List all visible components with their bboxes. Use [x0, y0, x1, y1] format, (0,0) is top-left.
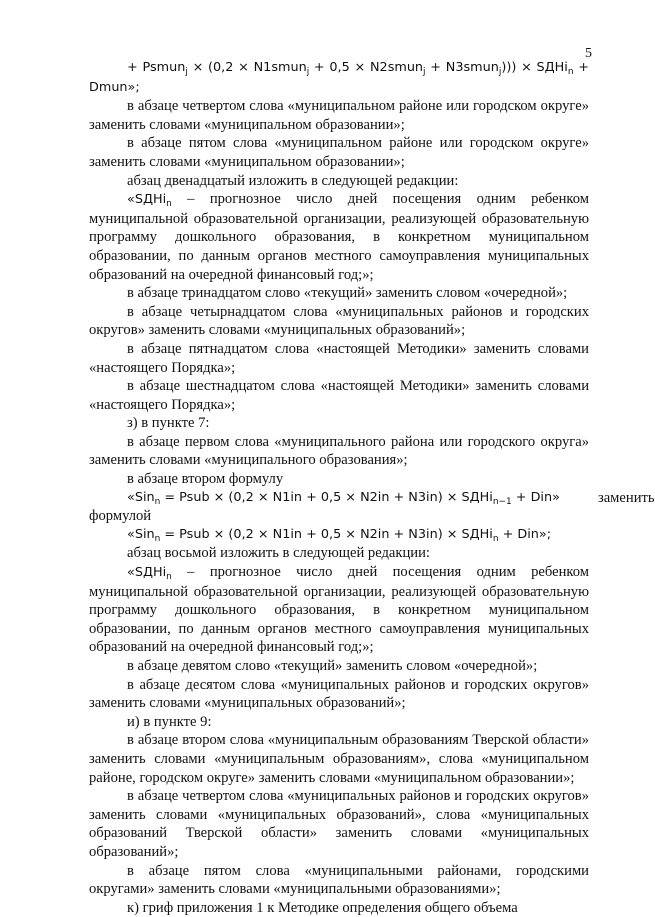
paragraph: в абзаце пятнадцатом слова «настоящей Методики» заменить словами «настоящего Порядка»;	[89, 340, 589, 376]
formula-part: + 0,5 × N2smun	[309, 60, 424, 75]
paragraph: в абзаце тринадцатом слово «текущий» заменить словом «очередной»;	[127, 285, 568, 302]
paragraph: в абзаце шестнадцатом слова «настоящей Методики» заменить словами «настоящего Порядка»;	[89, 378, 589, 413]
definition-text: – прогнозное число дней посещения одним ребенком муниципальной образовательной организации, реализующей образовательную программу дошкольного образования, в конкретном муниципальном образовании, по данным органов местного самоуправления муниципальных образований на очередной финансовый год;»;	[89, 191, 589, 283]
formula-part: ))) × SДHi	[501, 60, 568, 75]
paragraph: в абзаце пятом слова «муниципальными районами, городскими округами» заменить словами «муниципальными образованиями»;	[89, 862, 589, 898]
paragraph: в абзаце девятом слово «текущий» заменить словом «очередной»;	[127, 658, 538, 674]
formula-part: «Sin	[127, 489, 155, 505]
paragraph: к) гриф приложения 1 к Методике определения общего объема	[127, 899, 518, 916]
paragraph: формулой	[89, 508, 152, 525]
formula-part: + Dmun»;	[89, 60, 590, 95]
formula-text	[89, 526, 551, 545]
paragraph: з) в пункте 7:	[127, 415, 210, 432]
definition-text: – прогнозное число дней посещения одним ребенком муниципальной образовательной организации, реализующей образовательную программу дошкольного образования, в конкретном муниципальном образовании, по данным органов местного самоуправления муниципальных образований на очередной финансовый год;»;	[89, 564, 589, 656]
formula-part: «Sin	[127, 526, 155, 542]
paragraph-definition	[89, 190, 589, 284]
formula-part: «SДHi	[127, 565, 167, 581]
formula-symbol	[127, 192, 172, 210]
paragraph: в абзаце первом слова «муниципального района или городского округа» заменить словами «муниципального образования»;	[89, 433, 589, 469]
formula-symbol	[127, 565, 172, 583]
paragraph: в абзаце четвертом слова «муниципальных районов и городских округов» заменить словами «муниципальных образований», слова «муниципальных образований Тверской области» заменить словами «муниципальных образований»;	[89, 788, 589, 860]
paragraph: в абзаце десятом слова «муниципальных районов и городских округов» заменить словами «муниципальных образований»;	[89, 676, 589, 712]
formula-subscript: n	[492, 533, 499, 544]
formula-subscript: n−1	[492, 496, 512, 507]
formula-subscript: n	[567, 67, 574, 77]
paragraph: и) в пункте 9:	[127, 713, 212, 730]
paragraph: в абзаце четвертом слова «муниципальном районе или городском округе» заменить словами «муниципальном образовании»;	[89, 98, 589, 133]
formula-subscript: n	[166, 199, 172, 210]
paragraph: абзац восьмой изложить в следующей редакции:	[127, 545, 430, 562]
page-number: 5	[585, 46, 592, 61]
paragraph: в абзаце пятом слова «муниципальном районе или городском округе» заменить словами «муниципальном образовании»;	[89, 135, 589, 170]
formula-part: = Psub × (0,2 × N1in + 0,5 × N2in + N3in) × SДHi	[160, 489, 493, 505]
replace-word: заменить	[597, 489, 655, 506]
formula-part: × (0,2 × N1smun	[187, 60, 307, 75]
formula-part: + Psmun	[127, 60, 186, 75]
document-body	[89, 58, 655, 917]
formula-subscript: j	[306, 67, 310, 77]
paragraph: в абзаце втором формулу	[127, 471, 284, 488]
formula-subscript: j	[423, 67, 426, 77]
formula-part: «SДHi	[127, 192, 167, 208]
formula-text	[89, 489, 560, 508]
formula-part: + N3smun	[425, 60, 499, 75]
formula-subscript: j	[498, 67, 502, 77]
paragraph: в абзаце четырнадцатом слова «муниципальных районов и городских округов» заменить словами «муниципальных образований»;	[89, 303, 589, 339]
formula-subscript: n	[154, 496, 161, 507]
paragraph-definition	[89, 563, 589, 657]
formula-part: = Psub × (0,2 × N1in + 0,5 × N2in + N3in) × SДHi	[160, 526, 493, 542]
formula-subscript: j	[185, 67, 188, 77]
formula-text	[89, 60, 589, 95]
paragraph: абзац двенадцатый изложить в следующей редакции:	[127, 172, 459, 189]
formula-subscript: n	[166, 572, 172, 583]
paragraph: в абзаце втором слова «муниципальным образованиям Тверской области» заменить словами «муниципальным образованиям», слова «муниципальном районе, городском округе» заменить словами «муниципальном образовании»;	[89, 732, 589, 786]
formula-new	[89, 526, 589, 545]
formula-subscript: n	[154, 533, 161, 544]
formula-continuation	[89, 58, 589, 97]
formula-old	[89, 489, 655, 508]
formula-part: + Din»;	[498, 526, 552, 542]
formula-part: + Din»	[511, 489, 560, 505]
